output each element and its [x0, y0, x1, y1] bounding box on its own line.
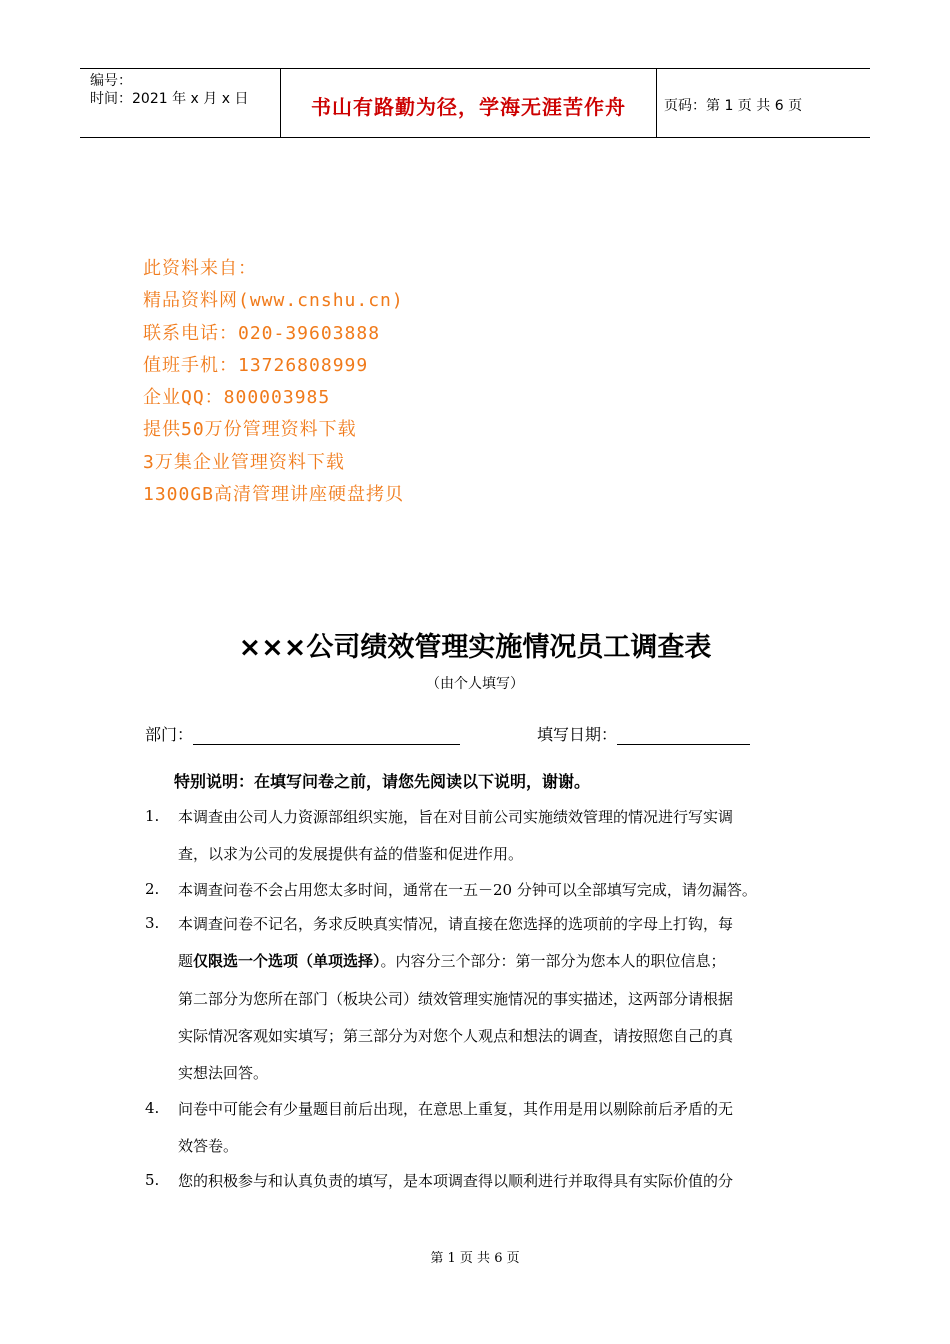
item-text-line: 您的积极参与和认真负责的填写，是本项调查得以顺利进行并取得具有实际价值的分: [178, 1172, 734, 1190]
source-line: 企业QQ：800003985: [143, 387, 331, 409]
department-blank[interactable]: [193, 726, 460, 745]
item-number: 3.: [145, 914, 160, 932]
source-line: 3万集企业管理资料下载: [143, 451, 345, 473]
item-text-line: 本调查由公司人力资源部组织实施，旨在对目前公司实施绩效管理的情况进行写实调: [178, 808, 734, 826]
item-number: 2.: [145, 880, 160, 898]
item-text-line: 本调查问卷不记名，务求反映真实情况，请直接在您选择的选项前的字母上打钩，每: [178, 915, 734, 933]
item-text-line: 本调查问卷不会占用您太多时间，通常在一五－20 分钟可以全部填写完成，请勿漏答。: [178, 881, 757, 899]
item-text-segment: 题: [178, 952, 194, 971]
item-text-line: 实想法回答。: [178, 1064, 269, 1083]
fill-date-blank[interactable]: [617, 726, 750, 745]
source-line: 值班手机：13726808999: [143, 354, 369, 376]
fill-date-label: 填写日期：: [537, 725, 618, 744]
item-number: 4.: [145, 1099, 160, 1117]
single-choice-emphasis: 仅限选一个选项（单项选择）: [193, 952, 381, 971]
page-header: [80, 68, 870, 138]
special-note: 特别说明：在填写问卷之前，请您先阅读以下说明，谢谢。: [174, 772, 591, 791]
document-subtitle: （由个人填写）: [426, 676, 524, 692]
source-line: 此资料来自：: [143, 258, 257, 279]
item-number: 5.: [145, 1171, 160, 1189]
time-label: 时间：2021 年 x 月 x 日: [90, 91, 249, 107]
motto: 书山有路勤为径，学海无涯苦作舟: [311, 95, 626, 119]
item-number: 1.: [145, 807, 160, 825]
page-info: 页码：第 1 页 共 6 页: [664, 98, 803, 114]
source-line: 1300GB高清管理讲座硬盘拷贝: [143, 484, 405, 506]
item-text-line: 问卷中可能会有少量题目前后出现，在意思上重复，其作用是用以剔除前后矛盾的无: [178, 1100, 734, 1118]
fill-date-field: [537, 722, 750, 745]
header-motto-cell: [280, 69, 657, 137]
source-line: 精品资料网(www.cnshu.cn): [143, 290, 404, 312]
item-text-line: 实际情况客观如实填写；第三部分为对您个人观点和想法的调查，请按照您自己的真: [178, 1026, 734, 1045]
item-text-line: 效答卷。: [178, 1137, 239, 1156]
source-line: 联系电话：020-39603888: [143, 322, 381, 344]
header-page-cell: [656, 69, 870, 137]
item-text-line: [178, 943, 810, 980]
document-title: ×××公司绩效管理实施情况员工调查表: [238, 632, 712, 663]
source-line: 提供50万份管理资料下载: [143, 419, 357, 441]
serial-label: 编号：: [90, 73, 132, 89]
header-meta-cell: [80, 69, 280, 137]
department-field: [145, 722, 460, 745]
item-text-segment: 。内容分三个部分：第一部分为您本人的职位信息；: [380, 952, 726, 971]
item-text-line: 第二部分为您所在部门（板块公司）绩效管理实施情况的事实描述，这两部分请根据: [178, 989, 734, 1008]
page-footer: 第 1 页 共 6 页: [430, 1251, 520, 1266]
item-text-line: 查，以求为公司的发展提供有益的借鉴和促进作用。: [178, 845, 524, 864]
source-info-block: [143, 253, 404, 511]
department-label: 部门：: [145, 725, 194, 744]
